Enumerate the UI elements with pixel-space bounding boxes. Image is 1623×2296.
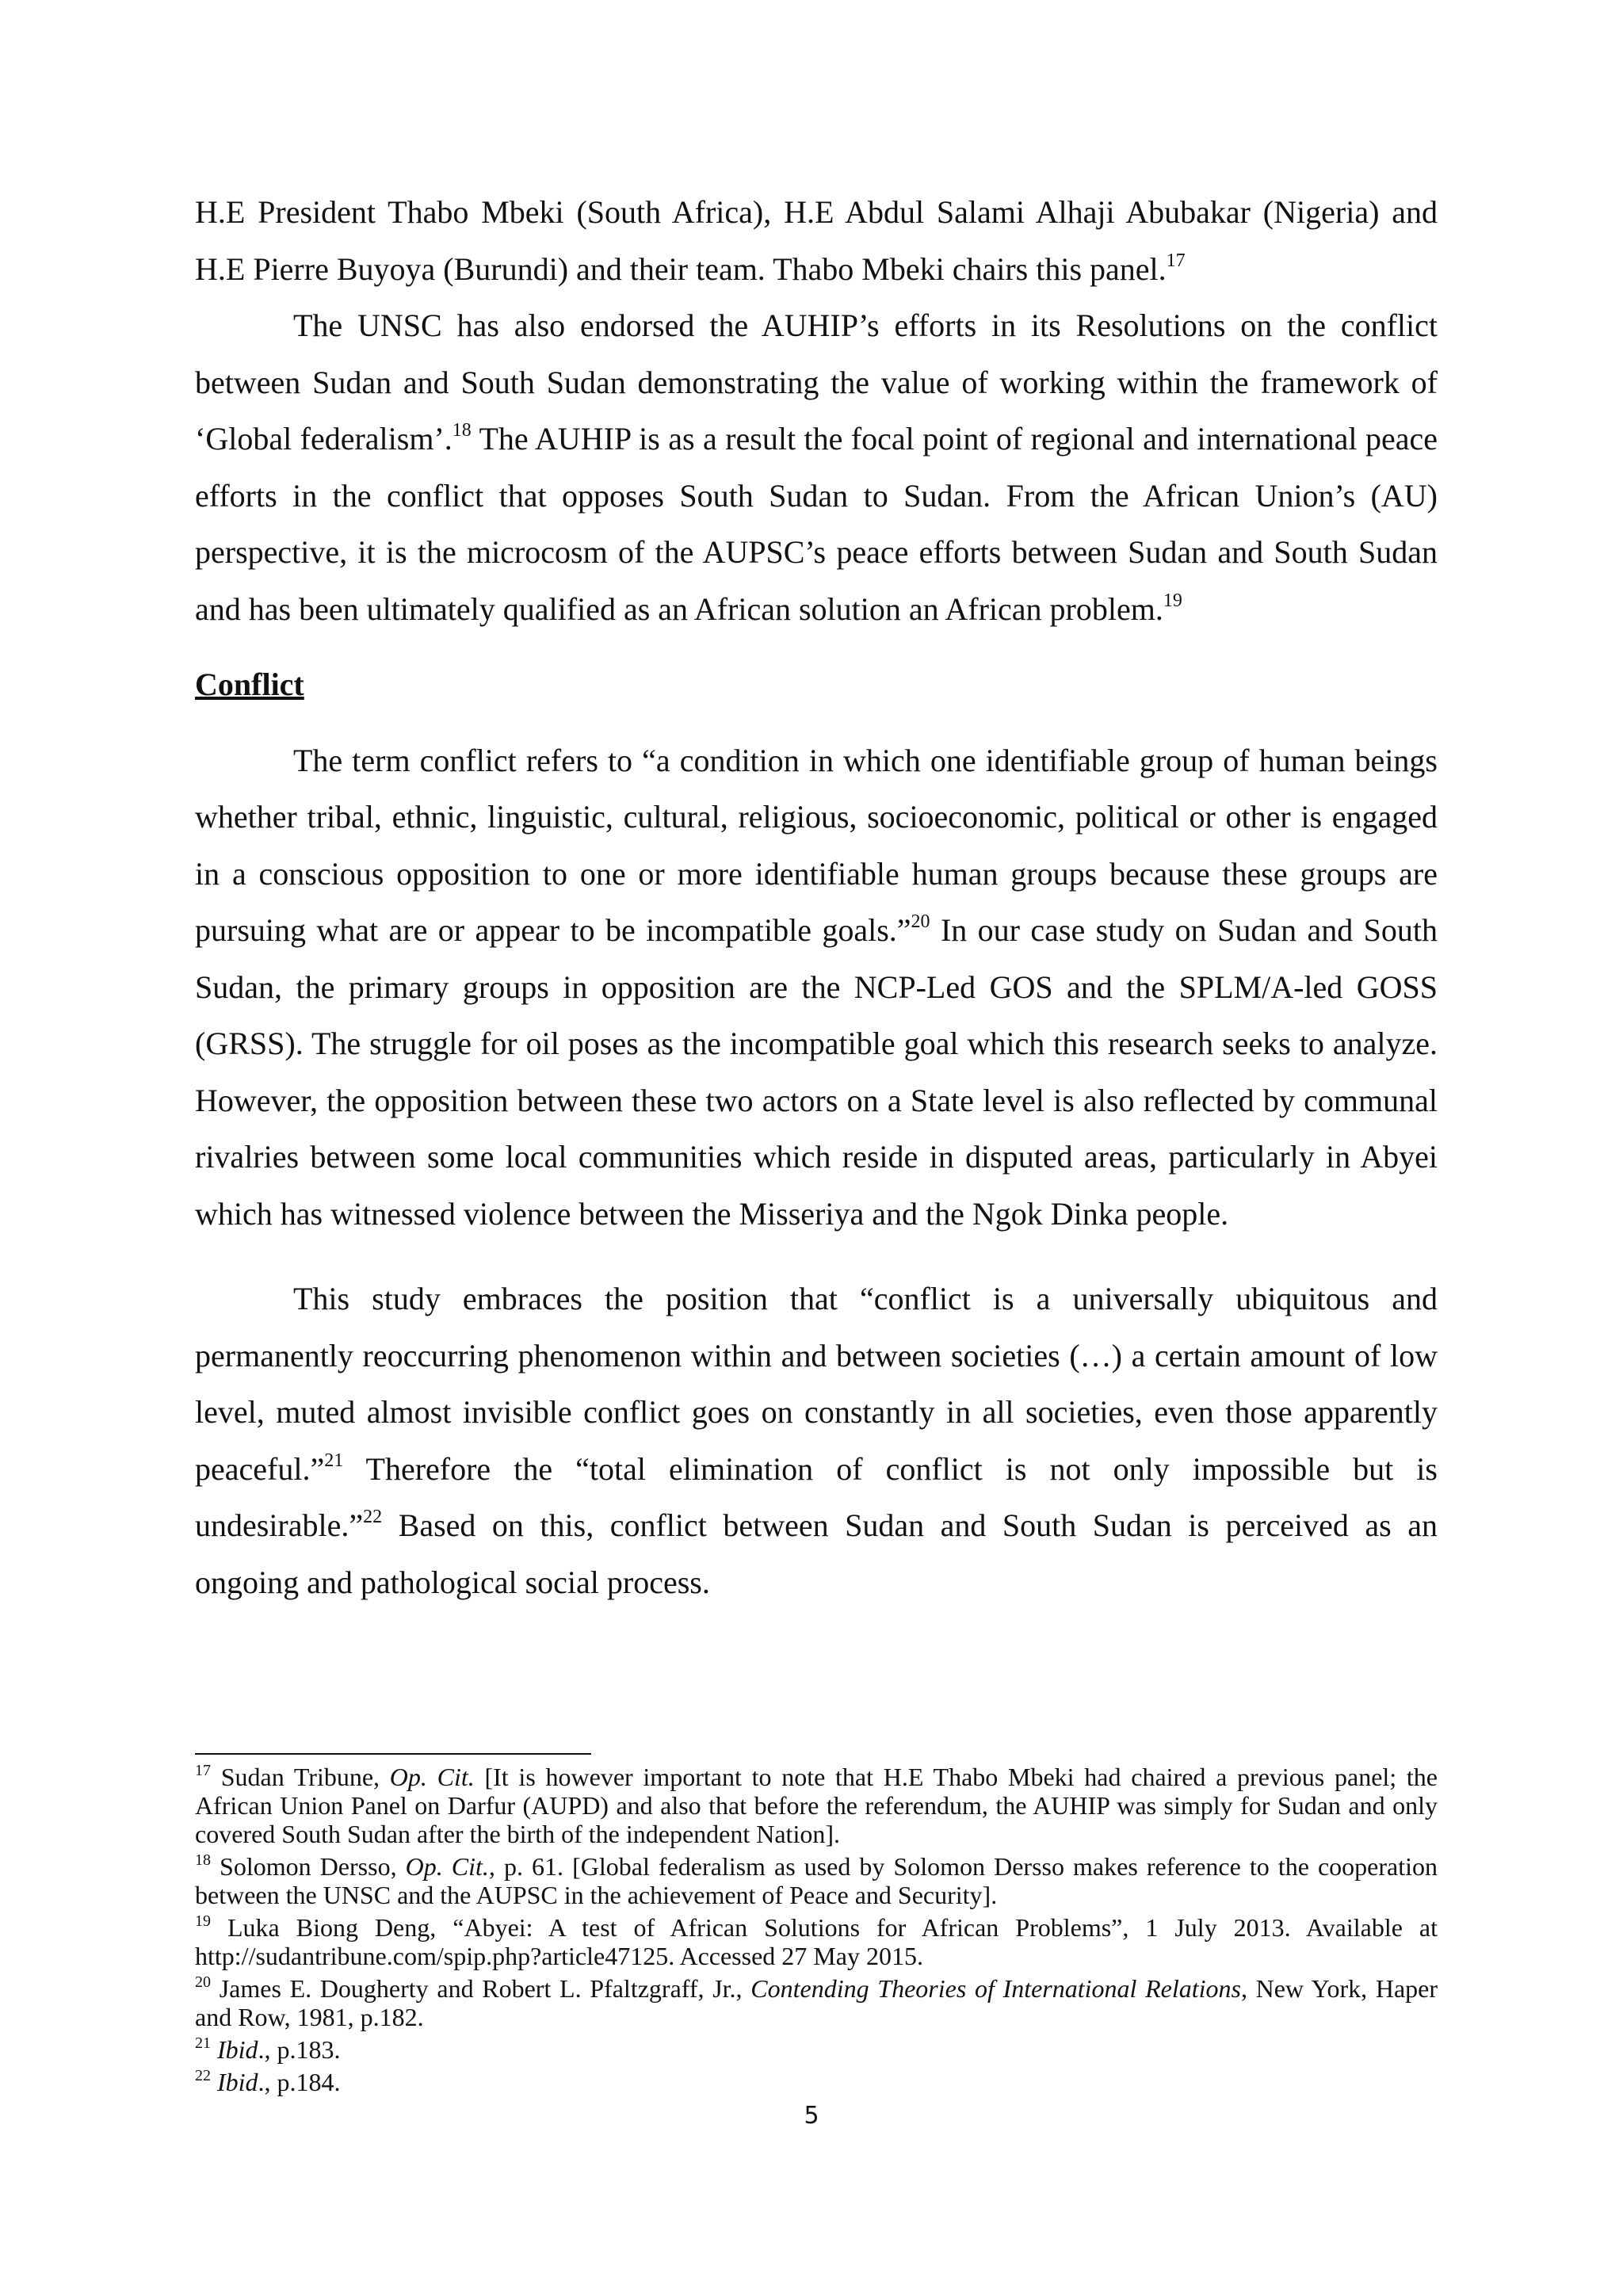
footnote-18: $^{18}$ Solomon Dersso, Op. Cit., p. 61. [Global federalism as used by Solomon Dersso makes reference to the cooperation between the UNSC and the AUPSC in the achievement of Peace and Security]. — [195, 1851, 1438, 1909]
footnote-ref-18[interactable]: 18 — [452, 420, 472, 441]
paragraph-gap — [195, 1242, 1438, 1270]
footnote-20: $^{20}$ James E. Dougherty and Robert L. Pfaltzgraff, Jr., Contending Theories of International Relations, New York, Haper and Row, 1981, p.182. — [195, 1973, 1438, 2031]
footnote-ref-20[interactable]: 20 — [911, 911, 930, 932]
footnote-ref-19[interactable]: 19 — [1163, 590, 1182, 611]
section-heading-conflict: Conflict — [195, 667, 304, 702]
footnote-17: $^{17}$ Sudan Tribune, Op. Cit. [It is however important to note that H.E Thabo Mbeki had chaired a previous panel; the African Union Panel on Darfur (AUPD) and also that before the referendum, the AUHIP was simply for Sudan and only covered South Sudan after the birth of the independent Nation]. — [195, 1762, 1438, 1848]
paragraph-study-position: This study embraces the position that “conflict is a universally ubiquitous and permanently reoccurring phenomenon within and between societies (…) a certain amount of low level, muted almost invisible conflict goes on constantly in all societies, even those apparently peaceful.”$^{21}$ Therefore the “total elimination of conflict is not only impossible but is undesirable.”$^{22}$ Based on this, conflict between Sudan and South Sudan is perceived as an ongoing and pathological social process. — [195, 1281, 1438, 1600]
page-number: 5 — [804, 2102, 819, 2130]
footnote-ref-22[interactable]: 22 — [363, 1507, 383, 1527]
footnote-separator — [195, 1753, 591, 1755]
footnote-ref-17[interactable]: 17 — [1166, 250, 1186, 271]
paragraph-conflict-definition: The term conflict refers to “a condition in which one identifiable group of human beings whether tribal, ethnic, linguistic, cultural, religious, socioeconomic, political or other is engaged in a conscious opposition to one or more identifiable human groups because these groups are pursuing what are or appear to be incompatible goals.”$^{20}$ In our case study on Sudan and South Sudan, the primary groups in opposition are the NCP-Led GOS and the SPLM/A-led GOSS (GRSS). The struggle for oil poses as the incompatible goal which this research seeks to analyze. However, the opposition between these two actors on a State level is also reflected by communal rivalries between some local communities which reside in disputed areas, particularly in Abyei which has witnessed violence between the Misseriya and the Ngok Dinka people. — [195, 742, 1438, 1232]
footnote-21: $^{21}$ Ibid., p.183. — [195, 2034, 341, 2064]
page-body — [195, 184, 1438, 1610]
footnote-ref-21[interactable]: 21 — [324, 1450, 344, 1471]
footnote-22: $^{22}$ Ibid., p.184. — [195, 2067, 341, 2096]
paragraph-unsc-endorsement: The UNSC has also endorsed the AUHIP’s efforts in its Resolutions on the conflict between Sudan and South Sudan demonstrating the value of working within the framework of ‘Global federalism’.$^{18}$ The AUHIP is as a result the focal point of regional and international peace efforts in the conflict that opposes South Sudan to Sudan. From the African Union’s (AU) perspective, it is the microcosm of the AUPSC’s peace efforts between Sudan and South Sudan and has been ultimately qualified as an African solution an African problem.$^{19}$ — [195, 308, 1438, 627]
footnote-19: $^{19}$ Luka Biong Deng, “Abyei: A test of African Solutions for African Problems”, 1 July 2013. Available at http://sudantribune.com/spip.php?article47125. Accessed 27 May 2015. — [195, 1912, 1438, 1970]
paragraph-auhip-members: H.E President Thabo Mbeki (South Africa), H.E Abdul Salami Alhaji Abubakar (Nigeria) and H.E Pierre Buyoya (Burundi) and their team. Thabo Mbeki chairs this panel.$^{17}$ — [195, 194, 1438, 287]
footnotes — [195, 1763, 1438, 2100]
